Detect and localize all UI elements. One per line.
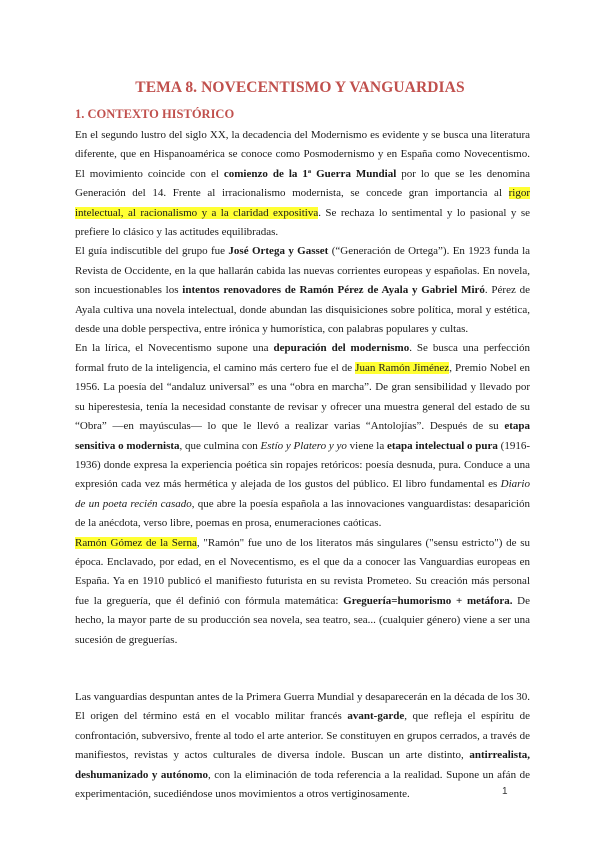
text-run: , con la eliminación de toda referencia a la realidad. Supone un afán de experimentación, sucediéndose unos movimientos a otros vertiginosamente. (75, 768, 530, 800)
text-run: (“Generación de Ortega”). En 1923 funda la Revista de Occidente, en la que hallarán cabida las nuevas corrientes europeas y españolas. En novela, son incuestionables los (75, 245, 531, 297)
italic-text: Diario de un poeta recién casado (75, 478, 530, 510)
paragraph-novecentismo (75, 126, 530, 242)
text-run: En el segundo lustro del siglo XX, la decadencia del Modernismo es evidente y se busca una literatura diferente, que en Hispanoamérica se conoce como Posmodernismo y en España como Novecentismo. El movimiento coincide con el (75, 129, 530, 180)
bold-text: intentos renovadores de Ramón Pérez de Ayala y Gabriel Miró (182, 284, 485, 297)
text-run: viene la (346, 439, 387, 452)
bold-text: Greguería=humorismo + metáfora. (343, 594, 513, 607)
bold-text: avant-garde (347, 710, 405, 723)
highlighted-text: rigor intelectual, al racionalismo y a la claridad expositiva (75, 187, 530, 219)
spacer (75, 650, 530, 688)
text-run: En la lírica, el Novecentismo supone una (75, 342, 274, 355)
text-run: Las vanguardias despuntan antes de la Primera Guerra Mundial y desaparecerán en la década de los 30. El origen del término está en el vocablo militar francés (75, 690, 530, 723)
paragraph-lirica (75, 339, 530, 533)
text-run: , que refleja el espíritu de confrontación, subversivo, frente al todo el arte anterior. Se constituyen en grupos cerrados, a través de manifiestos, revistas y actos culturales de diversa índole. Buscan un arte distinto, (75, 710, 530, 762)
text-run: , Premio Nobel en 1956. La poesía del “andaluz universal” es una “obra en marcha”. De gran sensibilidad y llevado por su hiperestesia, tenía la necesidad constante de revisar y ofrecer una muestra general del estado de su “Obra” —en mayúsculas— lo que le llevó a realizar varias “Antolojías”. Después de su (75, 361, 531, 433)
text-run: . Se rechaza lo sentimental y lo pasional y se prefiere lo clásico y las actitudes equilibradas. (75, 206, 530, 239)
page-number: 1 (502, 786, 508, 797)
section-heading: 1. CONTEXTO HISTÓRICO (75, 107, 235, 121)
text-run: El guía indiscutible del grupo fue (75, 245, 229, 258)
document-body (75, 126, 530, 804)
text-run: , "Ramón" fue uno de los literatos más singulares ("sensu estricto") de su época. Enclavado, por edad, en el Novecentismo, es el que da a conocer las Vanguardias europeas en España. Ya en 1910 publicó el manifiesto futurista en su revista Prometeo. Su creación más personal fue la greguería, que él definió con fórmula matemática: (75, 536, 530, 607)
paragraph-ortega (75, 242, 530, 339)
bold-text: depuración del modernismo (273, 342, 410, 355)
text-run: De hecho, la mayor parte de su producción sea novela, sea teatro, sea... (cualquier género) viene a ser una sucesión de greguerías. (75, 594, 530, 646)
paragraph-gomez-de-la-serna (75, 534, 530, 650)
bold-text: etapa intelectual o pura (386, 439, 498, 452)
italic-text: Estío y Platero y yo (260, 439, 347, 452)
text-run: , que abre la poesía española a las innovaciones vanguardistas: desaparición de la anécdota, verso libre, poemas en prosa, enumeraciones caóticas. (75, 497, 530, 530)
bold-text: comienzo de la 1ª Guerra Mundial (223, 167, 397, 180)
text-run: (1916-1936) donde expresa la experiencia poética sin ropajes retóricos: poesía desnuda, pura. Conduce a una expresión cada vez más hermética y alejada de los gustos del público. El libro fundamental es (75, 439, 531, 491)
paragraph-vanguardias (75, 688, 530, 804)
highlighted-text: Ramón Gómez de la Serna (75, 536, 197, 549)
text-run: , que culmina con (179, 439, 261, 452)
page-title: TEMA 8. NOVECENTISMO Y VANGUARDIAS (135, 79, 465, 96)
bold-text: José Ortega y Gasset (228, 245, 329, 258)
bold-text: antirrealista, deshumanizado y autónomo (75, 749, 530, 781)
text-run: . Se busca una perfección formal fruto de la inteligencia, el camino más certero fue el de (75, 342, 531, 374)
text-run: . Pérez de Ayala cultiva una novela intelectual, donde abundan las disquisiciones sobre política, moral y estética, desde una doble perspectiva, entre irónica y humorística, con palabras populares y cultas. (75, 284, 530, 336)
bold-text: etapa sensitiva o modernista (75, 420, 530, 452)
text-run: por lo que se les denomina Generación del 14. Frente al irracionalismo modernista, se concede gran importancia al (75, 167, 530, 200)
highlighted-text: Juan Ramón Jiménez (355, 361, 450, 374)
